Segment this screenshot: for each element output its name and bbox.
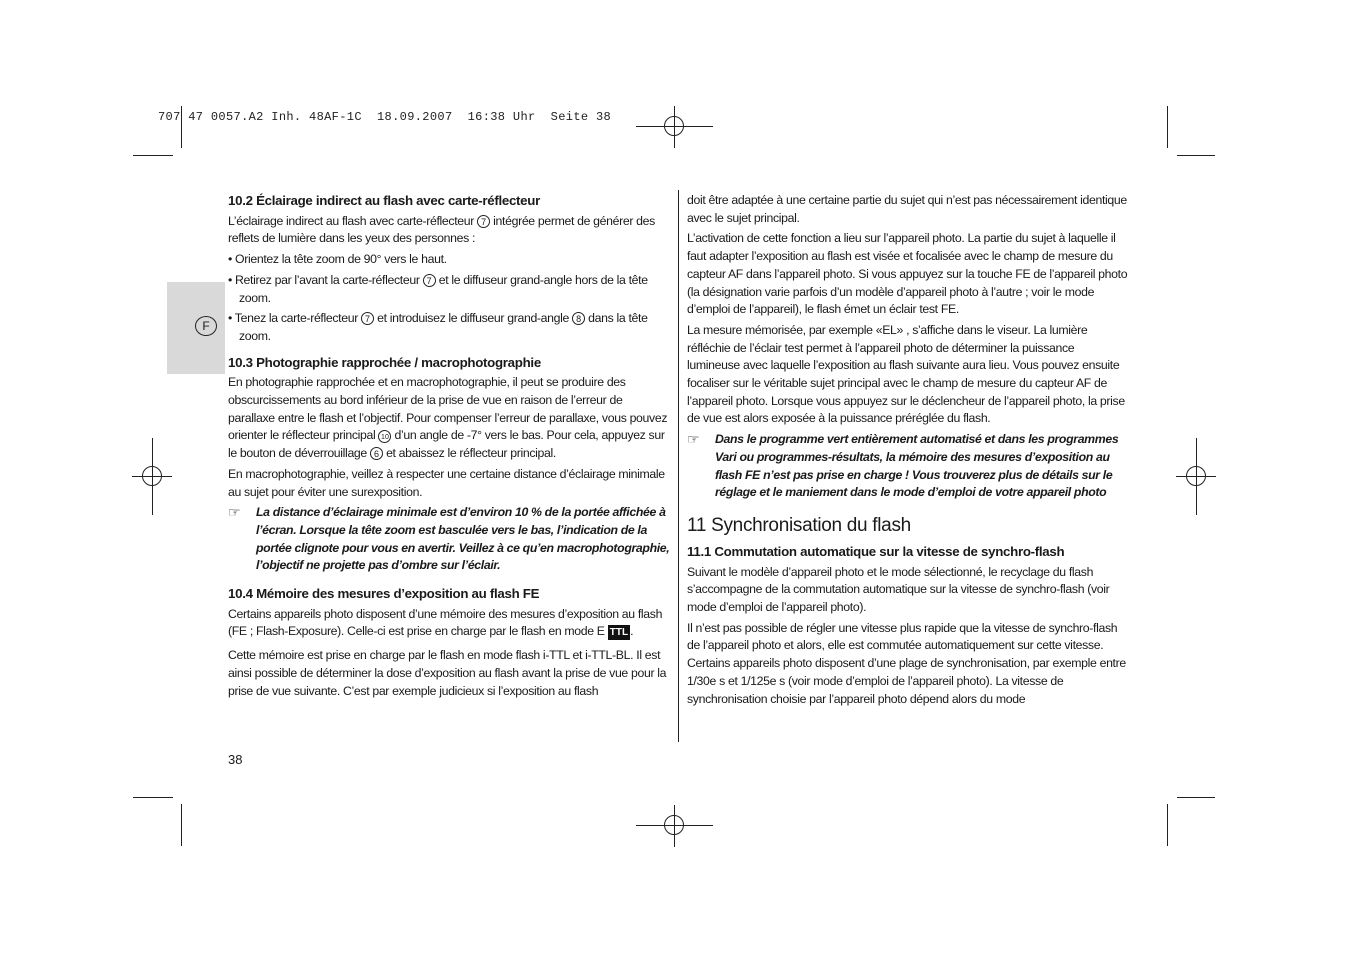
bullet-2	[228, 272, 670, 307]
text-run: et abaissez le réflecteur principal.	[386, 446, 556, 461]
text-run: L’éclairage indirect au flash avec carte-réflecteur	[228, 213, 474, 228]
crop-mark-br-v	[1167, 804, 1168, 846]
text-run: et le diffuseur grand-angle hors de la tête zoom.	[239, 272, 648, 305]
text-run: • Tenez la carte-réflecteur	[228, 311, 358, 326]
left-column	[228, 192, 670, 703]
section-10-3-title: 10.3 Photographie rapprochée / macrophotographie	[228, 354, 541, 370]
crop-mark-tr-v	[1167, 106, 1168, 148]
section-10-4-paragraph-2: Cette mémoire est prise en charge par le flash en mode flash i-TTL et i-TTL-BL. Il est ainsi possible de déterminer la dose d’exposition au flash avant la prise de vue pour la prise de vue suivante. C’est par exemple judicieux si l’exposition au flash	[228, 648, 667, 698]
page-number: 38	[228, 752, 243, 767]
text-run: • Retirez par l’avant la carte-réflecteur	[228, 272, 420, 287]
note-text: La distance d’éclairage minimale est d’environ 10 % de la portée affichée à l’écran. Lorsque la tête zoom est basculée vers le bas, l’indication de la portée clignote pour vous en avertir. Veillez à ce qu’en macrophotographie, l’objectif ne projette pas d’ombre sur l’éclair.	[256, 505, 670, 573]
section-10-4-title: 10.4 Mémoire des mesures d’exposition au flash FE	[228, 586, 540, 602]
text-run: En photographie rapprochée et en macrophotographie, il peut se produire des obscurcissements au bord inférieur de la prise de vue en raison de l’erreur de parallaxe entre le flash et l’objectif. Pour compenser l’erreur de parallaxe, vous pouvez orienter le réflecteur principal	[228, 375, 668, 443]
section-10-2-intro	[228, 213, 670, 248]
registration-mark-top-v	[674, 106, 675, 148]
section-11-1-title: 11.1 Commutation automatique sur la vitesse de synchro-flash	[687, 543, 1065, 559]
text-run: Certains appareils photo disposent d’une mémoire des mesures d’exposition au flash (FE ; Flash-Exposure). Celle-ci est prise en charge par le flash en mode E	[228, 606, 663, 639]
text-run: .	[630, 624, 634, 639]
print-header: 707 47 0057.A2 Inh. 48AF-1C 18.09.2007 16:38 Uhr Seite 38	[158, 110, 612, 124]
bullet-3	[228, 310, 670, 345]
crop-mark-tl-h	[133, 155, 173, 156]
section-10-2-title: 10.2 Éclairage indirect au flash avec carte-réflecteur	[228, 193, 540, 208]
bullet-1: • Orientez la tête zoom de 90° vers le haut.	[228, 252, 447, 267]
section-11-1-paragraph-2: Il n’est pas possible de régler une vitesse plus rapide que la vitesse de synchro-flash de l’appareil photo et alors, elle est commutée automatiquement sur cette vitesse. Certains appareils photo disposent d’une plage de synchronisation, par exemple entre 1/30e s et 1/125e s (voir mode d’emploi de l’appareil photo). La vitesse de synchronisation choisie par l’appareil photo dépend alors du mode	[687, 620, 1126, 706]
circled-number-8: 8	[572, 312, 585, 325]
circled-number-6: 6	[370, 447, 383, 460]
right-note	[687, 431, 1129, 502]
text-run: d’un angle de -7° vers le bas. Pour cela, appuyez sur le bouton de déverrouillage	[228, 428, 665, 461]
text-run: dans la tête zoom.	[239, 311, 648, 343]
section-11-title: 11 Synchronisation du flash	[687, 514, 911, 536]
section-11-1-paragraph-1: Suivant le modèle d’appareil photo et le mode sélectionné, le recyclage du flash s’accompagne de la commutation automatique sur la vitesse de synchro-flash (voir mode d’emploi de l’appareil photo).	[687, 564, 1110, 615]
crop-mark-tr-h	[1177, 155, 1215, 156]
crop-mark-br-h	[1177, 797, 1215, 798]
section-10-4-paragraph-1	[228, 606, 670, 641]
circled-number-10: 10	[378, 430, 391, 443]
right-paragraph-1: doit être adaptée à une certaine partie du sujet qui n’est pas nécessairement identique avec le sujet principal.	[687, 193, 1127, 225]
column-divider	[678, 190, 679, 742]
circled-number-7: 7	[477, 215, 490, 228]
section-10-3-note	[228, 504, 670, 575]
section-10-3-paragraph-1	[228, 374, 670, 463]
pointing-hand-icon: ☞	[687, 431, 700, 448]
registration-mark-bottom-v	[674, 805, 675, 847]
ttl-badge-icon: TTL	[609, 626, 629, 638]
crop-mark-bl-v	[181, 804, 182, 846]
registration-mark-left-v	[152, 438, 153, 515]
note-text: Dans le programme vert entièrement automatisé et dans les programmes Vari ou programmes-résultats, la mémoire des mesures d’exposition au flash FE n’est pas prise en charge ! Vous trouverez plus de détails sur le réglage et le maniement dans le mode d’emploi de votre appareil photo	[715, 432, 1119, 500]
right-paragraph-3: La mesure mémorisée, par exemple «EL» , s’affiche dans le viseur. La lumière réfléchie de l’éclair test permet à l’appareil photo de déterminer la puissance lumineuse avec laquelle l’exposition au flash suivante aura lieu. Vous pouvez ensuite focaliser sur le véritable sujet principal avec le champ de mesure du capteur AF de l’appareil photo. Lorsque vous appuyez sur le déclencheur de l’appareil photo, la prise de vue est alors exposée à la puissance préréglée du flash.	[687, 322, 1125, 426]
right-column	[687, 192, 1129, 711]
text-run: et introduisez le diffuseur grand-angle	[377, 311, 570, 326]
circled-number-7: 7	[361, 312, 374, 325]
language-tab-letter: F	[195, 316, 217, 336]
text-run: intégrée permet de générer des reflets de lumière dans les yeux des personnes :	[228, 213, 655, 246]
pointing-hand-icon: ☞	[228, 504, 241, 521]
registration-mark-right-v	[1196, 438, 1197, 515]
section-10-3-paragraph-2: En macrophotographie, veillez à respecter une certaine distance d’éclairage minimale au sujet pour éviter une surexposition.	[228, 466, 665, 499]
right-paragraph-2: L’activation de cette fonction a lieu sur l’appareil photo. La partie du sujet à laquelle il faut adapter l’exposition au flash est visée et focalisée avec le champ de mesure du capteur AF dans l’appareil photo. Si vous appuyez sur la touche FE de l’appareil photo (la désignation varie parfois d’un modèle d’appareil photo à l’autre ; voir le mode d’emploi de l’appareil), le flash émet un éclair test FE.	[687, 231, 1128, 317]
circled-number-7: 7	[423, 274, 436, 287]
crop-mark-bl-h	[133, 797, 173, 798]
